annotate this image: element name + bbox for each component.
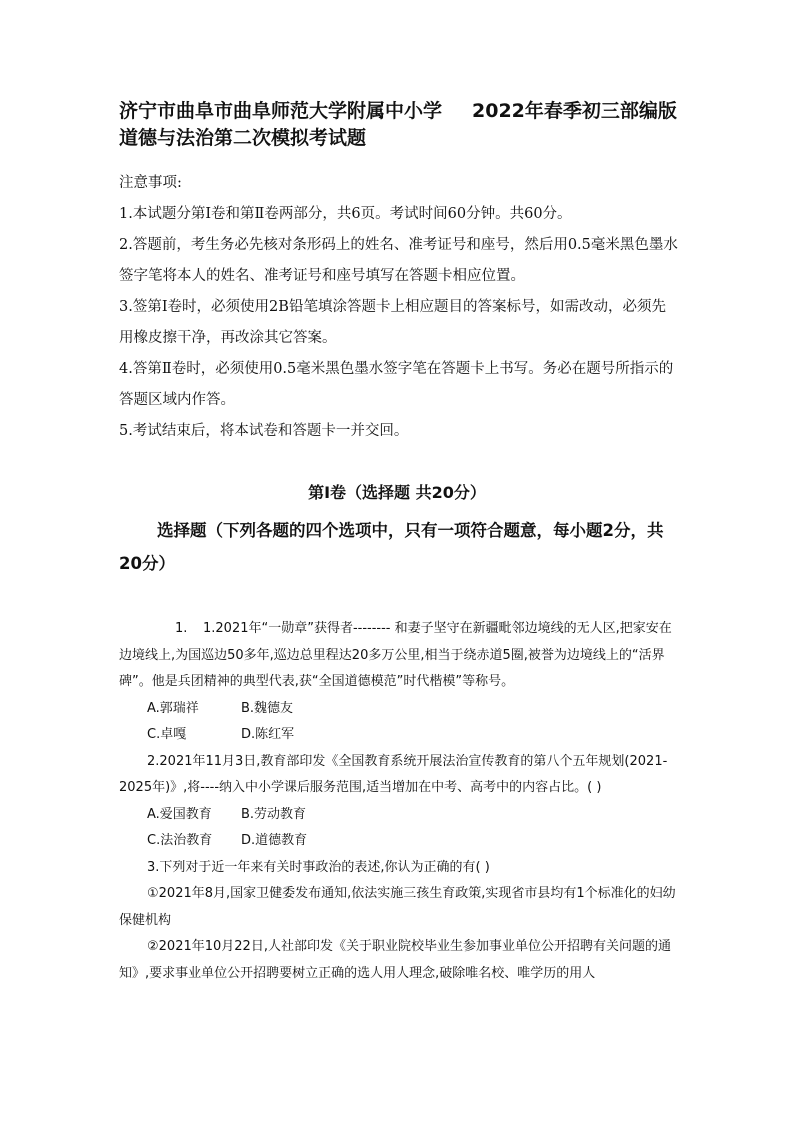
question-1 bbox=[119, 616, 679, 696]
note-item: 2.答题前，考生务必先核对条形码上的姓名、准考证号和座号，然后用0.5毫米黑色墨水签字笔将本人的姓名、准考证号和座号填写在答题卡相应位置。 bbox=[119, 237, 678, 284]
note-item: 3.签第Ⅰ卷时，必须使用2B铅笔填涂答题卡上相应题目的答案标号，如需改动，必须先用橡皮擦干净，再改涂其它答案。 bbox=[119, 299, 666, 346]
title-exam: 2022年春季初三部编版道德与法治第二次模拟考试题 bbox=[119, 100, 677, 149]
question-3: 3.下列对于近一年来有关时事政治的表述,你认为正确的有( ) bbox=[147, 859, 490, 875]
question-text: 1.2021年“一勋章”获得者-------- 和妻子坚守在新疆毗邻边境线的无人区,把家安在边境线上,为国巡边50多年,巡边总里程达20多万公里,相当于绕赤道5圈,被誉为边境线上的“活界碑”。他是兵团精神的典型代表,获“全国道德模范”时代楷模”等称号。 bbox=[119, 621, 672, 689]
question-2-options-row bbox=[119, 802, 679, 829]
notes-heading: 注意事项: bbox=[119, 175, 182, 191]
option-b: B.劳动教育 bbox=[241, 806, 307, 822]
note-item: 4.答第Ⅱ卷时，必须使用0.5毫米黑色墨水签字笔在答题卡上书写。务必在题号所指示的答题区域内作答。 bbox=[119, 361, 674, 408]
question-1-options-row bbox=[119, 722, 679, 749]
section1-heading: 第Ⅰ卷（选择题 共20分） bbox=[308, 483, 486, 502]
question-2: 2.2021年11月3日,教育部印发《全国教育系统开展法治宣传教育的第八个五年规划(2021-2025年)》,将----纳入中小学课后服务范围,适当增加在中考、高考中的内容占比。( ) bbox=[119, 753, 668, 795]
option-b: B.魏德友 bbox=[241, 700, 294, 716]
note-item: 5.考试结束后，将本试卷和答题卡一并交回。 bbox=[119, 423, 409, 439]
questions-list bbox=[119, 616, 679, 987]
option-a: A.郭瑞祥 bbox=[147, 700, 199, 716]
question-3-item-1: ①2021年8月,国家卫健委发布通知,依法实施三孩生育政策,实现省市县均有1个标准化的妇幼保健机构 bbox=[119, 886, 676, 928]
title-school: 济宁市曲阜市曲阜师范大学附属中小学 bbox=[119, 100, 443, 122]
option-c: C.卓嘎 bbox=[147, 727, 187, 742]
option-c: C.法治教育 bbox=[147, 833, 213, 848]
option-d: D.道德教育 bbox=[241, 833, 308, 848]
exam-title bbox=[119, 98, 689, 152]
question-3-item-2: ②2021年10月22日,人社部印发《关于职业院校毕业生参加事业单位公开招聘有关问题的通知》,要求事业单位公开招聘要树立正确的选人用人理念,破除唯名校、唯学历的用人 bbox=[119, 939, 671, 981]
question-number: 1. bbox=[175, 621, 188, 636]
section1-instruction: 选择题（下列各题的四个选项中，只有一项符合题意，每小题2分，共20分） bbox=[119, 521, 664, 573]
option-a: A.爱国教育 bbox=[147, 806, 212, 822]
question-2-options-row bbox=[119, 828, 679, 855]
notes-section bbox=[119, 168, 679, 447]
note-item: 1.本试题分第Ⅰ卷和第Ⅱ卷两部分，共6页。考试时间60分钟。共60分。 bbox=[119, 206, 572, 222]
question-1-options-row bbox=[119, 696, 679, 723]
option-d: D.陈红军 bbox=[241, 727, 295, 742]
